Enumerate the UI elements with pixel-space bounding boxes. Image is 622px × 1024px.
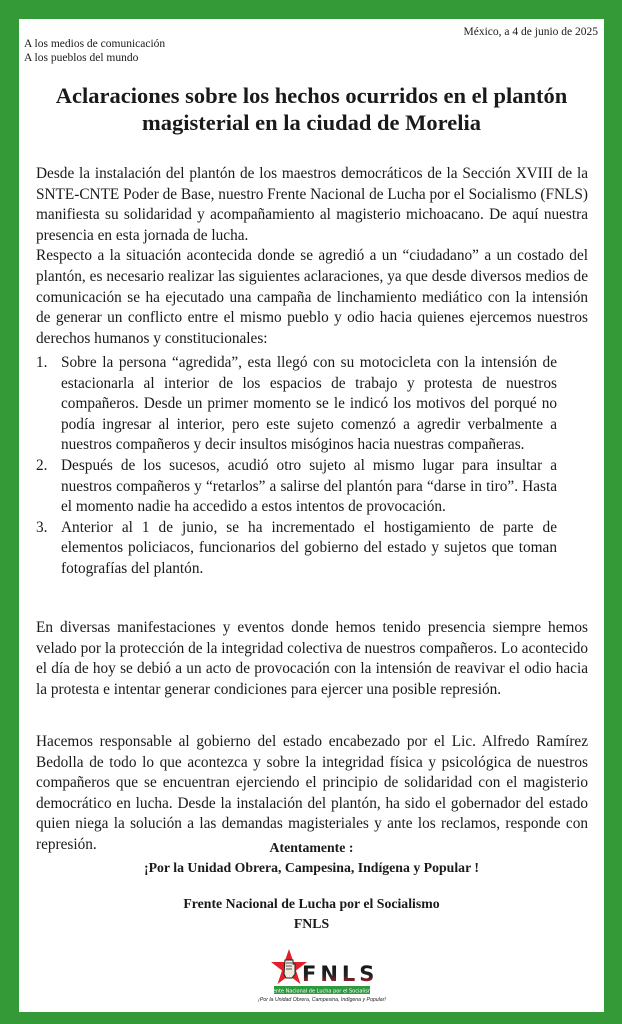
signature-block bbox=[19, 894, 604, 934]
fnls-logo-graphic bbox=[258, 948, 386, 1006]
paragraph-text: Hacemos responsable al gobierno del estado encabezado por el Lic. Alfredo Ramírez Bedolla de todo lo que acontezca y sobre la integridad física y psicológica de nuestros compañeros que se encuentran ejerciendo el principio de solidaridad con el magisterio democrático en lucha. Desde la instalación del plantón, ha sido el gobernador del estado quien niega la solución a las demandas magisteriales y ante los reclamos, responde con represión. bbox=[36, 733, 588, 853]
paragraph-text: En diversas manifestaciones y eventos donde hemos tenido presencia siempre hemos velado por la protección de la integridad colectiva de nuestros compañeros. Lo acontecido el día de hoy se debió a un acto de provocación con la intensión de reavivar el odio hacia la protesta e intentar generar condiciones para ejercer una posible represión. bbox=[36, 619, 588, 698]
list-number: 3. bbox=[36, 518, 48, 536]
closing-salutation-block bbox=[19, 838, 604, 878]
fnls-logo bbox=[258, 948, 386, 1006]
list-item-text: Anterior al 1 de junio, se ha incrementado el hostigamiento de parte de elementos policiacos, funcionarios del gobierno del estado y sujetos que toman fotografías del plantón. bbox=[61, 518, 557, 577]
intro-section bbox=[36, 164, 588, 349]
list-item-text: Sobre la persona “agredida”, esta llegó con su motocicleta con la intensión de estacionarla al interior de los espacios de trabajo y protesta de nuestros compañeros. Desde un primer momento se le indicó los motivos del porqué no podía ingresar al interior, pero este sujeto comenzó a agredir verbalmente a nuestros compañeros y decir insultos misóginos hacia nuestras compañeras. bbox=[61, 354, 557, 454]
recipient-line: A los medios de comunicación bbox=[24, 38, 166, 50]
recipient-line: A los pueblos del mundo bbox=[24, 51, 139, 64]
list-item bbox=[36, 353, 557, 456]
intro-paragraph-2: Respecto a la situación acontecida donde se agredió a un “ciudadano” a un costado del plantón, es necesario realizar las siguientes aclaraciones, ya que desde diversos medios de comunicación se ha ejecutado una campaña de linchamiento mediático con la intensión de generar un conflicto entre el mismo pueblo y odio hacia quienes ejercemos nuestros derechos humanos y constitucionales: bbox=[36, 247, 588, 347]
clarifications-list bbox=[36, 353, 588, 580]
document-title bbox=[19, 82, 604, 136]
list-item-text: Después de los sucesos, acudió otro sujeto al mismo lugar para insultar a nuestros compañeros y “retarlos” a salirse del plantón para “darse in tiro”. Hasta el momento nadie ha accedido a estos intentos de provocación. bbox=[61, 456, 557, 516]
list-number: 1. bbox=[36, 354, 48, 371]
intro-paragraph-1: Desde la instalación del plantón de los maestros democráticos de la Sección XVIII de la SNTE-CNTE Poder de Base, nuestro Frente Nacional de Lucha por el Socialismo (FNLS) manifiesta su solidaridad y acompañamiento al magisterio michoacano. De aquí nuestra presencia en esta jornada de lucha. bbox=[36, 165, 588, 244]
closing-slogan: ¡Por la Unidad Obrera, Campesina, Indígena y Popular ! bbox=[144, 860, 479, 875]
title-line-1: Aclaraciones sobre los hechos ocurridos en el plantón bbox=[55, 83, 568, 108]
list-number: 2. bbox=[36, 456, 48, 474]
logo-tagline: ¡Por la Unidad Obrera, Campesina, Indígena y Popular! bbox=[258, 997, 386, 1003]
logo-letters: FNLS bbox=[302, 962, 379, 986]
document-date: México, a 4 de junio de 2025 bbox=[463, 26, 598, 38]
paragraph-3 bbox=[36, 618, 588, 700]
document-sheet bbox=[19, 19, 604, 1012]
title-line-2: magisterial en la ciudad de Morelia bbox=[142, 110, 481, 135]
signature-organization: Frente Nacional de Lucha por el Socialismo bbox=[183, 896, 440, 911]
list-item bbox=[36, 456, 557, 518]
closing-salutation: Atentamente : bbox=[269, 840, 354, 855]
signature-acronym: FNLS bbox=[293, 916, 330, 931]
logo-banner-text: Frente Nacional de Lucha por el Socialismo bbox=[268, 988, 376, 995]
list-item bbox=[36, 518, 557, 580]
recipients bbox=[24, 38, 165, 65]
